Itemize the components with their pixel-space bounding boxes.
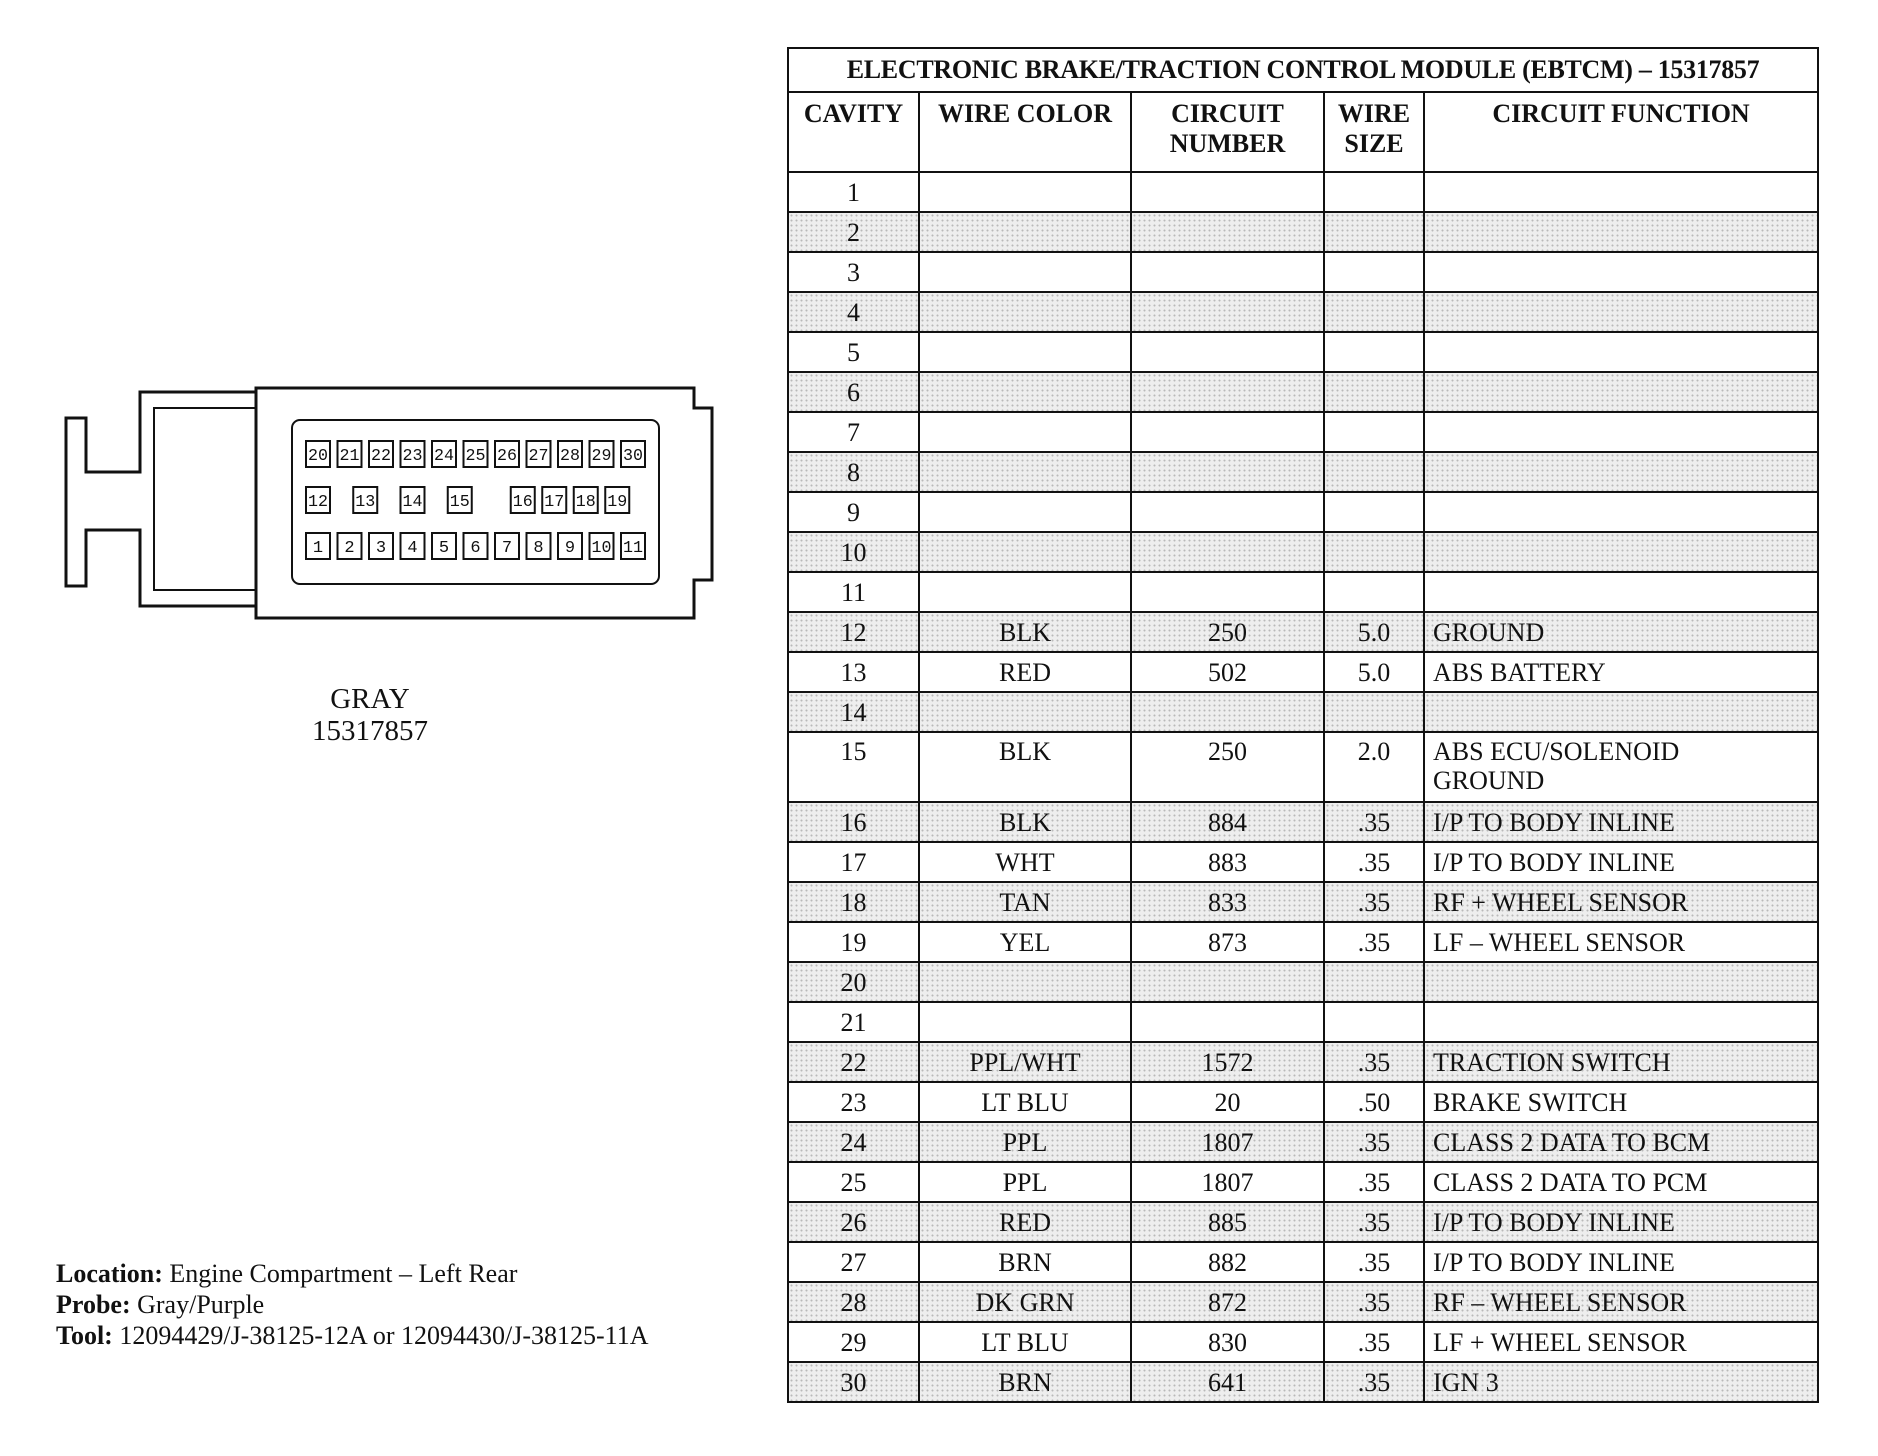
table-row [788,962,1818,1002]
cell-wire-color [919,532,1131,572]
cavity-19 [605,487,629,513]
circuit-function-line1: LF – WHEEL SENSOR [1433,927,1686,957]
cell-wire-size: .35 [1324,1362,1424,1402]
cavity-21 [338,441,362,467]
cell-circuit-number: 885 [1131,1202,1324,1242]
cell-circuit-number: 883 [1131,842,1324,882]
table-row [788,1162,1818,1202]
cavity-28 [558,441,582,467]
table-header-row [788,92,1818,172]
cell-circuit-function [1424,332,1818,372]
cell-circuit-number: 1572 [1131,1042,1324,1082]
cell-wire-color: BLK [919,802,1131,842]
cavity-number: 28 [560,447,580,466]
cell-cavity: 20 [788,962,919,1002]
cell-circuit-function [1424,842,1818,882]
cell-wire-size [1324,372,1424,412]
table-row [788,1322,1818,1362]
cell-wire-size [1324,332,1424,372]
cell-wire-color: DK GRN [919,1282,1131,1322]
circuit-function-line1: LF + WHEEL SENSOR [1433,1327,1687,1357]
cell-cavity: 22 [788,1042,919,1082]
cell-circuit-function [1424,802,1818,842]
circuit-function-line1: IGN 3 [1433,1367,1499,1397]
cell-circuit-number [1131,252,1324,292]
cell-circuit-number: 1807 [1131,1162,1324,1202]
cell-circuit-function [1424,172,1818,212]
cell-circuit-function [1424,692,1818,732]
table-row [788,412,1818,452]
cavity-3 [369,533,393,559]
cell-wire-color: PPL/WHT [919,1042,1131,1082]
cell-circuit-function [1424,212,1818,252]
table-row [788,292,1818,332]
cell-wire-size [1324,212,1424,252]
cavity-5 [432,533,456,559]
cell-cavity: 13 [788,652,919,692]
cavity-number: 19 [607,493,628,512]
circuit-function-line2: GROUND [1433,766,1545,795]
cell-cavity: 30 [788,1362,919,1402]
cell-circuit-function [1424,1082,1818,1122]
cavity-number: 12 [308,493,328,512]
cavity-number: 24 [434,447,454,466]
cavity-11 [621,533,645,559]
cell-wire-color: RED [919,652,1131,692]
cell-circuit-function [1424,532,1818,572]
table-row [788,1202,1818,1242]
cell-circuit-number [1131,532,1324,572]
cavity-number: 7 [501,539,513,558]
table-row [788,572,1818,612]
cavity-number: 29 [591,447,612,466]
cavity-4 [401,533,425,559]
cavity-number: 26 [497,447,517,466]
circuit-function-line1: CLASS 2 DATA TO BCM [1433,1127,1711,1157]
cell-circuit-number [1131,1002,1324,1042]
cell-circuit-number [1131,452,1324,492]
location-label: Location: [56,1259,163,1288]
circuit-function-line1: ABS ECU/SOLENOID [1433,737,1680,766]
table-body [788,172,1818,1402]
cell-wire-size: .35 [1324,922,1424,962]
cavity-15 [448,487,472,513]
cell-wire-size [1324,1002,1424,1042]
cell-circuit-number: 833 [1131,882,1324,922]
cell-cavity: 17 [788,842,919,882]
table-row [788,372,1818,412]
cavity-6 [464,533,488,559]
cell-wire-color [919,372,1131,412]
cavity-number: 18 [575,493,596,512]
cell-wire-size: .35 [1324,1122,1424,1162]
circuit-function-line1: I/P TO BODY INLINE [1433,807,1675,837]
cavity-30 [621,441,645,467]
cell-circuit-number: 872 [1131,1282,1324,1322]
cell-cavity: 19 [788,922,919,962]
cell-wire-color [919,962,1131,1002]
cell-circuit-function [1424,372,1818,412]
cell-cavity: 29 [788,1322,919,1362]
cell-wire-size: 2.0 [1324,732,1424,802]
cell-wire-color [919,572,1131,612]
cell-cavity: 28 [788,1282,919,1322]
cavity-number: 1 [312,539,324,558]
cell-wire-size [1324,292,1424,332]
tool-value: 12094429/J-38125-12A or 12094430/J-38125-11A [119,1321,649,1350]
tool-label: Tool: [56,1321,113,1350]
cavity-7 [495,533,519,559]
header-wire-size-line2: SIZE [1344,129,1404,158]
table-row [788,612,1818,652]
cell-circuit-number [1131,572,1324,612]
cell-circuit-function [1424,252,1818,292]
header-wire-size-line1: WIRE [1337,99,1411,128]
cavity-number: 22 [371,447,391,466]
cell-circuit-number [1131,292,1324,332]
cell-cavity: 9 [788,492,919,532]
cell-circuit-number: 250 [1131,612,1324,652]
table-row [788,1122,1818,1162]
cavity-14 [401,487,425,513]
cell-circuit-function [1424,292,1818,332]
cavity-number: 17 [544,493,565,512]
connector-caption [270,683,470,747]
table-row [788,1362,1818,1402]
probe-label: Probe: [56,1290,131,1319]
cell-circuit-function [1424,1362,1818,1402]
cell-wire-size [1324,412,1424,452]
cell-wire-size: .50 [1324,1082,1424,1122]
circuit-function-line1: I/P TO BODY INLINE [1433,1207,1675,1237]
cell-circuit-function [1424,1242,1818,1282]
table-row [788,252,1818,292]
cell-circuit-number [1131,332,1324,372]
cavity-number: 15 [449,493,470,512]
cell-circuit-number [1131,372,1324,412]
cell-cavity: 4 [788,292,919,332]
cell-wire-color: YEL [919,922,1131,962]
cavity-17 [542,487,566,513]
table-row [788,842,1818,882]
cell-circuit-function [1424,962,1818,1002]
cell-wire-color [919,1002,1131,1042]
cell-cavity: 24 [788,1122,919,1162]
cavity-number: 3 [375,539,387,558]
cell-cavity: 1 [788,172,919,212]
tool-line [56,1320,776,1351]
cell-wire-color: WHT [919,842,1131,882]
cell-wire-size: .35 [1324,882,1424,922]
table-row [788,1282,1818,1322]
circuit-function-line1: TRACTION SWITCH [1433,1047,1671,1077]
cavity-number: 23 [402,447,423,466]
cell-wire-size: .35 [1324,1202,1424,1242]
cavity-22 [369,441,393,467]
cavity-16 [511,487,535,513]
cavity-number: 27 [528,447,549,466]
cell-wire-color: BRN [919,1362,1131,1402]
cell-circuit-function [1424,412,1818,452]
cell-wire-size: .35 [1324,1282,1424,1322]
table-title: ELECTRONIC BRAKE/TRACTION CONTROL MODULE (EBTCM) – 15317857 [788,48,1818,92]
cell-wire-color [919,492,1131,532]
cell-circuit-function [1424,922,1818,962]
cell-cavity: 25 [788,1162,919,1202]
cell-cavity: 18 [788,882,919,922]
cell-cavity: 12 [788,612,919,652]
cell-wire-size [1324,452,1424,492]
table-row [788,1242,1818,1282]
cavity-number: 16 [512,493,533,512]
cell-circuit-number [1131,692,1324,732]
probe-value: Gray/Purple [137,1290,265,1319]
cell-cavity: 27 [788,1242,919,1282]
table-row [788,802,1818,842]
cavity-number: 6 [470,539,481,558]
cavity-number: 14 [402,493,423,512]
cavity-10 [590,533,614,559]
cell-wire-size: .35 [1324,1322,1424,1362]
circuit-function-line1: CLASS 2 DATA TO PCM [1433,1167,1708,1197]
cell-circuit-number [1131,412,1324,452]
connector-cavities [306,441,645,559]
cell-wire-size [1324,572,1424,612]
connector-color-label: GRAY [330,683,410,715]
cavity-29 [590,441,614,467]
cavity-number: 2 [344,539,355,558]
cavity-23 [401,441,425,467]
cell-cavity: 8 [788,452,919,492]
cavity-27 [527,441,551,467]
table-row [788,172,1818,212]
cell-circuit-number: 20 [1131,1082,1324,1122]
cell-circuit-function [1424,612,1818,652]
cell-cavity: 21 [788,1002,919,1042]
cavity-9 [558,533,582,559]
cell-circuit-number [1131,962,1324,1002]
cell-cavity: 2 [788,212,919,252]
header-circuit-function: CIRCUIT FUNCTION [1424,92,1818,172]
table-row [788,332,1818,372]
cavity-12 [306,487,330,513]
cell-cavity: 23 [788,1082,919,1122]
circuit-function-line1: ABS BATTERY [1433,657,1606,687]
cell-wire-size: .35 [1324,842,1424,882]
cell-wire-color: PPL [919,1162,1131,1202]
circuit-function-line1: I/P TO BODY INLINE [1433,847,1675,877]
cavity-24 [432,441,456,467]
cell-circuit-number: 830 [1131,1322,1324,1362]
cell-wire-color: RED [919,1202,1131,1242]
cell-circuit-function [1424,1282,1818,1322]
cavity-number: 30 [623,447,643,466]
table-row [788,452,1818,492]
cell-wire-color: TAN [919,882,1131,922]
cavity-number: 10 [591,539,612,558]
cell-circuit-function [1424,1202,1818,1242]
cell-circuit-function [1424,1122,1818,1162]
cell-wire-color: BLK [919,732,1131,802]
connector-drawing [0,0,760,660]
cell-cavity: 7 [788,412,919,452]
cell-circuit-function [1424,1322,1818,1362]
cell-wire-size [1324,252,1424,292]
cell-wire-size [1324,492,1424,532]
cell-cavity: 16 [788,802,919,842]
table-row [788,652,1818,692]
cavity-20 [306,441,330,467]
cell-circuit-function [1424,452,1818,492]
cell-circuit-number: 884 [1131,802,1324,842]
table-row [788,532,1818,572]
cell-wire-color [919,172,1131,212]
circuit-function-line1: BRAKE SWITCH [1433,1087,1628,1117]
pinout-table [787,47,1819,1403]
cavity-number: 4 [407,539,418,558]
cell-wire-size: .35 [1324,1242,1424,1282]
cavity-number: 9 [564,539,576,558]
cavity-number: 20 [308,447,328,466]
cavity-number: 8 [533,539,544,558]
cell-circuit-number [1131,492,1324,532]
cell-circuit-number: 1807 [1131,1122,1324,1162]
cell-circuit-function [1424,1002,1818,1042]
location-line [56,1258,776,1289]
circuit-function-line1: GROUND [1433,617,1545,647]
cell-circuit-number: 882 [1131,1242,1324,1282]
cell-wire-size [1324,532,1424,572]
cell-circuit-function [1424,732,1818,802]
cell-wire-size: .35 [1324,802,1424,842]
header-circuit-number [1131,92,1324,172]
table-row [788,492,1818,532]
cell-circuit-function [1424,572,1818,612]
probe-line [56,1289,776,1320]
cell-cavity: 6 [788,372,919,412]
cell-wire-color [919,292,1131,332]
table-row [788,212,1818,252]
cavity-number: 13 [355,493,376,512]
header-cavity: CAVITY [788,92,919,172]
table-row [788,1082,1818,1122]
cell-circuit-number: 502 [1131,652,1324,692]
cell-circuit-function [1424,882,1818,922]
location-value: Engine Compartment – Left Rear [169,1259,518,1288]
cell-wire-size [1324,172,1424,212]
circuit-function-line1: I/P TO BODY INLINE [1433,1247,1675,1277]
header-wire-color: WIRE COLOR [919,92,1131,172]
table-row [788,1002,1818,1042]
cell-circuit-number: 250 [1131,732,1324,802]
cell-wire-color [919,412,1131,452]
connector-part-number: 15317857 [312,715,428,747]
cell-cavity: 10 [788,532,919,572]
cell-wire-color: BRN [919,1242,1131,1282]
table-row [788,882,1818,922]
circuit-function-line1: RF + WHEEL SENSOR [1433,887,1689,917]
cell-wire-size [1324,962,1424,1002]
cavity-8 [527,533,551,559]
cavity-13 [353,487,377,513]
cell-cavity: 5 [788,332,919,372]
cavity-26 [495,441,519,467]
header-circuit-number-line2: NUMBER [1169,129,1286,158]
cell-circuit-number [1131,212,1324,252]
cell-cavity: 11 [788,572,919,612]
cavity-25 [464,441,488,467]
cell-cavity: 3 [788,252,919,292]
cell-wire-color: LT BLU [919,1322,1131,1362]
cell-cavity: 14 [788,692,919,732]
circuit-function-line1: RF – WHEEL SENSOR [1433,1287,1687,1317]
cavity-2 [338,533,362,559]
header-circuit-number-line1: CIRCUIT [1171,99,1284,128]
cell-wire-color: BLK [919,612,1131,652]
cell-wire-color [919,452,1131,492]
table-row [788,732,1818,802]
table-row [788,692,1818,732]
cell-wire-size: .35 [1324,1042,1424,1082]
header-wire-size [1324,92,1424,172]
cavity-18 [574,487,598,513]
cavity-number: 21 [339,447,360,466]
cell-wire-color: PPL [919,1122,1131,1162]
cell-wire-size: 5.0 [1324,612,1424,652]
cell-wire-color: LT BLU [919,1082,1131,1122]
cell-circuit-function [1424,652,1818,692]
cell-circuit-function [1424,1162,1818,1202]
cell-wire-color [919,252,1131,292]
cell-wire-size: 5.0 [1324,652,1424,692]
cell-cavity: 15 [788,732,919,802]
cell-circuit-number [1131,172,1324,212]
cell-wire-size [1324,692,1424,732]
connector-info [56,1258,776,1351]
cell-circuit-function [1424,492,1818,532]
cell-wire-color [919,332,1131,372]
table-row [788,922,1818,962]
cell-wire-color [919,212,1131,252]
cavity-number: 11 [623,539,643,558]
cavity-number: 5 [438,539,450,558]
table-row [788,1042,1818,1082]
cell-circuit-function [1424,1042,1818,1082]
cavity-1 [306,533,330,559]
cell-wire-color [919,692,1131,732]
cavity-number: 25 [465,447,486,466]
cell-circuit-number: 873 [1131,922,1324,962]
cell-wire-size: .35 [1324,1162,1424,1202]
cell-circuit-number: 641 [1131,1362,1324,1402]
cell-cavity: 26 [788,1202,919,1242]
